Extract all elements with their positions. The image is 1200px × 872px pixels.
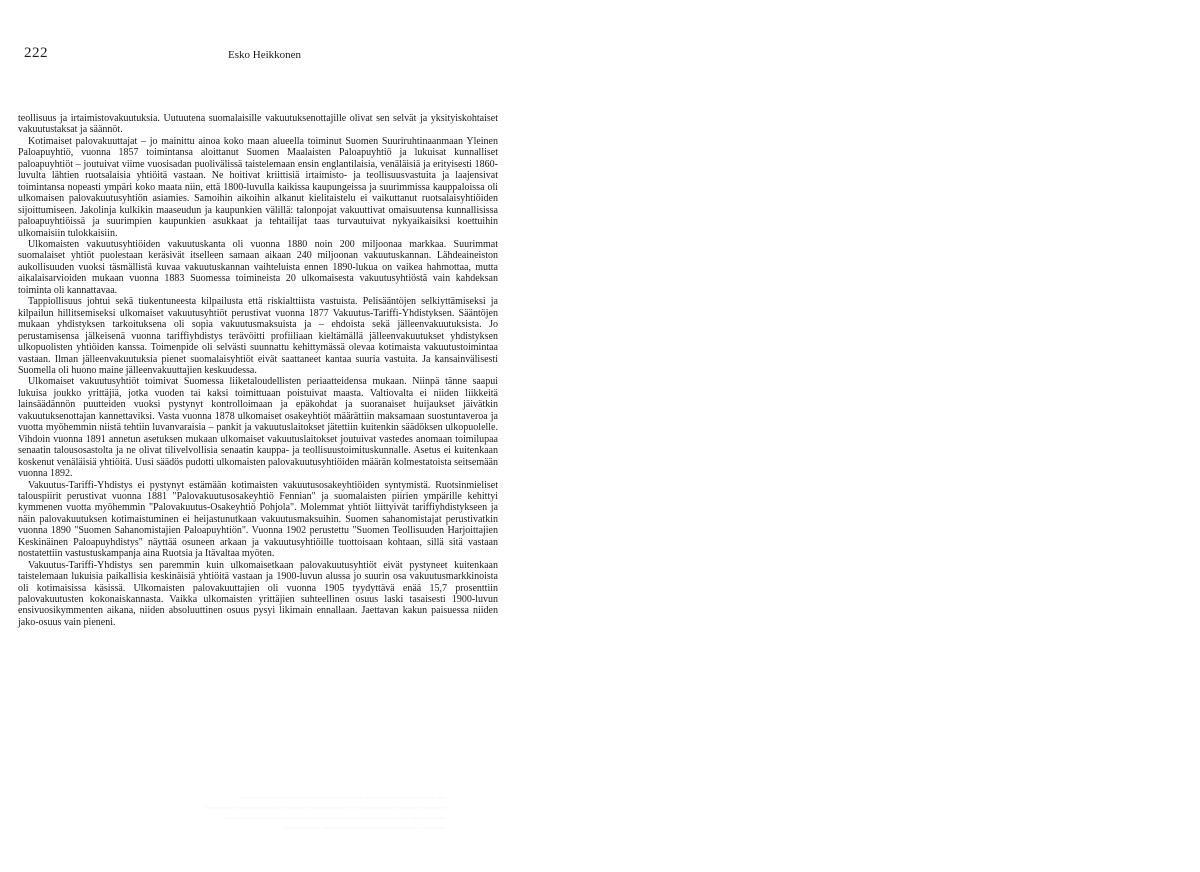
paragraph: Kotimaiset palovakuuttajat – jo mainittu ainoa koko maan alueella toiminut Suomen Suuriruhtinaanmaan Yleinen Paloapuyhtiö, vuonna 1857 toimintansa aloittanut Suomen Maalaisten Paloapuyhtiö ja lukuisat kunnalliset paloapuyhtiöt – joutuivat viime vuosisadan puolivälissä taistelemaan ensin englantilaisia, venäläisiä ja erityisesti 1860-luvulta lähtien ruotsalaisia yhtiöitä vastaan. Ne hoitivat kriittisiä irtaimisto- ja teollisuusvastuita ja laajensivat toimintansa nopeasti ympäri koko maata niin, että 1800-luvulla kaikissa kaupungeissa ja suurimmissa kauppaloissa oli ulkomaisen palovakuutusyhtiön asiamies. Samoihin aikoihin alkanut kielitaistelu ei vaikuttanut ruotsalaisyhtiöiden sijoittumiseen. Jakolinja kulkikin maaseudun ja kaupunkien välillä: talonpojat vakuuttivat omaisuutensa kunnallisissa paloapuyhtiöissä ja suurimpien kaupunkien asukkaat ja tehtailijat taas turvautuivat nykyaikaisiksi koettuihin ulkomaisiin tulokkaisiin. bbox=[18, 135, 498, 239]
left-page bbox=[0, 0, 560, 872]
paragraph: Tappiollisuus johtui sekä tiukentuneesta kilpailusta että riskialttiista vastuista. Pelisääntöjen selkiyttämiseksi ja kilpailun hillitsemiseksi ulkomaiset vakuutusyhtiöt perustivat vuonna 1877 Vakuutus-Tariffi-Yhdistyksen. Sääntöjen mukaan yhdistyksen tarkoituksena oli sopia vakuutusmaksuista ja – ehdoista sekä jälleenvakuutuksista. Jo perustamisensa jälkeisenä vuonna tariffiyhdistys terävöitti profiiliaan kieltämällä jälleenvakuutukset yhdistyksen ulkopuolisten yhtiöiden kanssa. Toimenpide oli selvästi suunnattu kehittymässä olevaa kotimaista vakuutustoimintaa vastaan. Ilman jälleenvakuutuksia pienet suomalaisyhtiöt eivät saattaneet kantaa suuria vastuita. Ja kansainvälisesti Suomella oli huono maine jälleenvakuuttajien keskuudessa. bbox=[18, 296, 498, 376]
body-text bbox=[18, 113, 498, 628]
paragraph: Vakuutus-Tariffi-Yhdistys ei pystynyt estämään kotimaisten vakuutusosakeyhtiöiden syntymistä. Ruotsinmieliset talouspiirit perustivat vuonna 1881 "Palovakuutusosakeyhtiö Fennian" ja suomalaisten piirien ympärille kehittyi kymmenen vuotta myöhemmin "Palovakuutus-Osakeyhtiö Pohjola". Molemmat yhtiöt liittyivät tariffiyhdistykseen ja näin palovakuutuksen kotimaistuminen ei heijastunutkaan vakuutusmaksuihin. Suomen sahanomistajat perustivatkin vuonna 1890 "Suomen Sahanomistajien Paloapuyhtiön". Vuonna 1902 perustettu "Suomen Teollisuuden Harjoittajien Keskinäinen Paloapuyhdistys" näyttää osuneen arkaan ja vakuutusyhtiöille tuottoisaan kohtaan, sillä sitä vastaan nostatettiin vastustuskampanja aina Ruotsia ja Itävaltaa myöten. bbox=[18, 479, 498, 560]
page-number: 222 bbox=[24, 45, 48, 61]
running-head-author: Esko Heikkonen bbox=[228, 49, 302, 61]
paragraph: Ulkomaiset vakuutusyhtiöt toimivat Suomessa liiketaloudellisten periaatteidensa mukaan. Niinpä tänne saapui lukuisa joukko yrittäjiä, jotka vuoden tai kaksi toimittuaan poistuivat maasta. Valtiovalta ei niiden liikkeitä lainsäädännön puutteiden vuoksi pystynyt kontrolloimaan ja epäkohdat ja suoranaiset huijaukset jäivätkin vakuutuksenottajan kannettaviksi. Vasta vuonna 1878 ulkomaiset osakeyhtiöt määrättiin maksamaan suostuntaveroa ja vuotta myöhemmin niistä tehtiin luvanvaraisia – pankit ja vakuutuslaitokset jätettiin kuitenkin säädöksen ulkopuolelle. Vihdoin vuonna 1891 annetun asetuksen mukaan ulkomaiset vakuutuslaitokset joutuivat vastedes anomaan toimilupaa senaatin talousosastolta ja ne olivat tilivelvollisia senaatin kauppa- ja teollisuustoimituskunnalle. Asetus ei kuitenkaan koskenut venäläisiä yhtiöitä. Uusi säädös pudotti ulkomaisten palovakuutusyhtiöiden määrän kolmestatoista seitsemään vuonna 1892. bbox=[18, 376, 498, 480]
paragraph: teollisuus ja irtaimistovakuutuksia. Uutuutena suomalaisille vakuutuksenottajille olivat sen selvät ja yksityiskohtaiset vakuutustaksat ja säännöt. bbox=[18, 113, 498, 136]
show-through-bleed: — — ——— — —— ———— —— ————— —— ——— —— ———— — ———— ——— ————— ——— ———— ——— ———— — ——— —— ———— —— ——— ————— —— ——— ———— bbox=[205, 792, 446, 832]
right-page-blank bbox=[560, 0, 1200, 872]
paragraph: Vakuutus-Tariffi-Yhdistys sen paremmin kuin ulkomaisetkaan palovakuutusyhtiöt eivät pystyneet kuitenkaan taistelemaan lukuisia paikallisia keskinäisiä yhtiöitä vastaan ja 1900-luvun alussa jo suurin osa vakuutusmarkkinoista oli kotimaisissa käsissä. Ulkomaisten palovakuuttajien oli vuonna 1905 tyydyttävä enää 15,7 prosenttiin palovakuutusten kokonaiskannasta. Vaikka ulkomaisten yrittäjien suhteellinen osuus laski tasaisesti 1900-luvun ensivuosikymmenten aikana, niiden absoluuttinen osuus pysyi likimain ennallaan. Jaettavan kakun paisuessa niiden jako-osuus vain pieneni. bbox=[18, 559, 498, 628]
paragraph: Ulkomaisten vakuutusyhtiöiden vakuutuskanta oli vuonna 1880 noin 200 miljoonaa markkaa. Suurimmat suomalaiset yhtiöt puolestaan keräsivät itselleen samaan aikaan 240 miljoonan vakuutuskannan. Lähdeaineiston aukollisuuden vuoksi täsmällistä kuvaa vakuutuskannan vaihteluista ennen 1890-lukua on vaikea hahmottaa, mutta aikalaisarvioiden mukaan vuonna 1883 Suomessa toimineista 20 ulkomaisesta vakuutusyhtiöstä vain kahdeksan toiminta oli kannattavaa. bbox=[18, 238, 498, 296]
